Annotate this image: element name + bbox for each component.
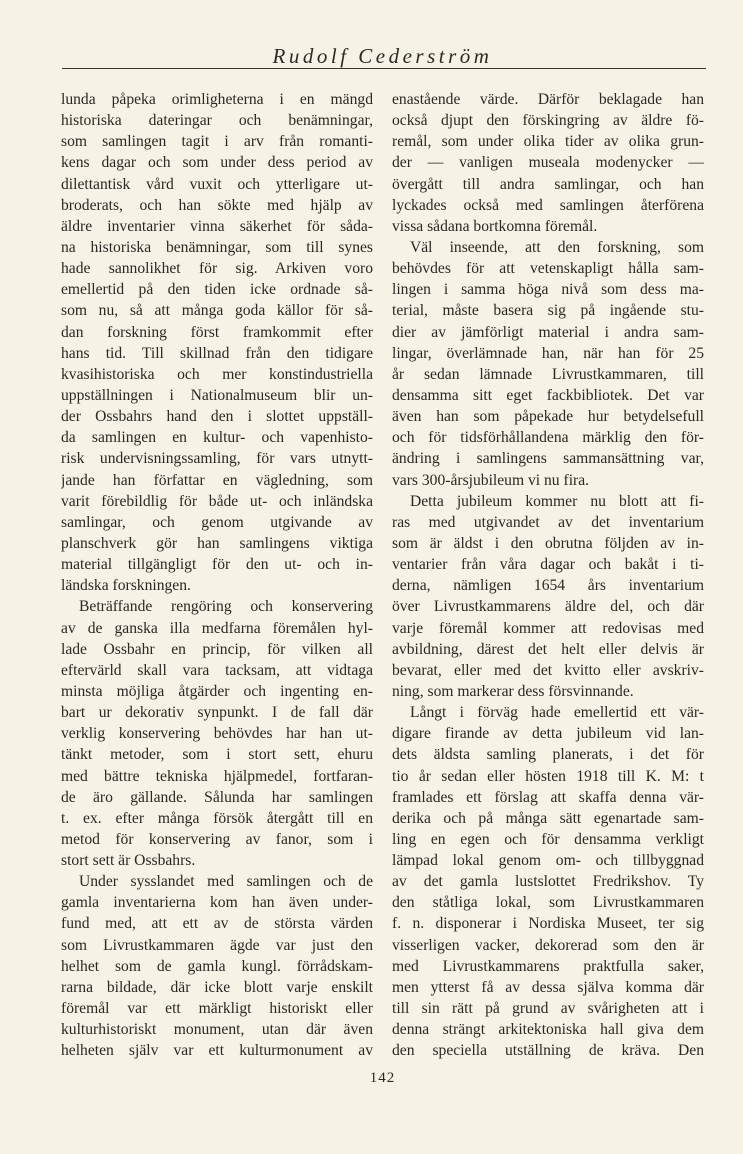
text-line: ändring i samlingens sammansättning var, bbox=[392, 450, 704, 468]
text-line: terial, måste basera sig på ingående stu- bbox=[392, 302, 704, 320]
text-line: dets äldsta samling planerats, i det för bbox=[392, 746, 704, 764]
text-line: visserligen vacker, dekorerad som den är bbox=[392, 936, 704, 954]
text-line: som är äldst i den obrutna följden av in- bbox=[392, 534, 704, 552]
running-header: Rudolf Cederström bbox=[272, 44, 493, 68]
text-line: derika och på många sätt egenartade sam- bbox=[392, 809, 704, 827]
text-line: dier av jämförligt material i andra sam- bbox=[392, 323, 704, 341]
text-line: ventarier från våra dagar och bakåt i ti- bbox=[392, 556, 704, 574]
text-line: f. n. disponerar i Nordiska Museet, ter sig bbox=[392, 915, 704, 933]
text-line: verklig konservering behövdes har han ut- bbox=[61, 725, 373, 743]
text-line: risk undervisningssamling, för vars utnytt- bbox=[61, 450, 373, 468]
text-line: dan forskning först framkommit efter bbox=[61, 323, 373, 341]
text-line: med bättre tekniska hjälpmedel, fortfaran- bbox=[61, 767, 373, 785]
text-line: och för tidsförhållandena märklig den för- bbox=[392, 429, 704, 447]
text-line: med Livrustkammarens praktfulla saker, bbox=[392, 957, 704, 975]
text-line: Beträffande rengöring och konservering bbox=[79, 598, 373, 616]
text-line: ling en egen och för densamma verkligt bbox=[392, 830, 704, 848]
text-line: metod för konservering av fanor, som i bbox=[61, 830, 373, 848]
text-line: de äro gällande. Sålunda har samlingen bbox=[61, 788, 373, 806]
text-line: men ytterst få av dessa själva komma där bbox=[392, 978, 704, 996]
text-line: derna, nämligen 1654 års inventarium bbox=[392, 577, 704, 595]
text-line: densamma sitt eget fackbibliotek. Det var bbox=[392, 386, 704, 404]
text-line: samlingar, och genom utgivande av bbox=[61, 513, 373, 531]
text-line: som samlingen tagit i arv från romanti- bbox=[61, 133, 373, 151]
text-line: na historiska benämningar, som till synes bbox=[61, 238, 373, 256]
text-line: bart ur dekorativ synpunkt. I de fall där bbox=[61, 704, 373, 722]
text-line: material tillgängligt för den ut- och in- bbox=[61, 556, 373, 574]
text-line: ras med utgivandet av det inventarium bbox=[392, 513, 704, 531]
text-line: Långt i förväg hade emellertid ett vär- bbox=[410, 704, 704, 722]
text-line: lingen i samma höga nivå som dess ma- bbox=[392, 281, 704, 299]
text-line: bevarat, eller med det kvitto eller avskriv- bbox=[392, 661, 704, 679]
text-line: dilettantisk vård vuxit och ytterligare ut- bbox=[61, 175, 373, 193]
text-line: fund med, att ett av de största värden bbox=[61, 915, 373, 933]
text-line: lunda påpeka orimligheterna i en mängd bbox=[61, 91, 373, 108]
text-line: också djupt den förskingring av äldre fö- bbox=[392, 112, 704, 130]
text-line: digare firande av detta jubileum vid lan- bbox=[392, 725, 704, 743]
text-line: kulturhistoriskt monument, utan där även bbox=[61, 1021, 373, 1039]
text-line: kens dagar och som under dess period av bbox=[61, 154, 373, 172]
text-line: minsta möjliga åtgärder och ingenting en- bbox=[61, 682, 373, 700]
text-line: år sedan lämnade Livrustkammaren, till bbox=[392, 365, 704, 383]
text-line: hans tid. Till skillnad från den tidigare bbox=[61, 344, 373, 362]
text-line: enastående värde. Därför beklagade han bbox=[392, 91, 704, 108]
right-column bbox=[392, 89, 704, 1061]
text-line: t. ex. efter många försök återgått till en bbox=[61, 809, 373, 827]
text-line: der Ossbahrs hand den i slottet uppställ- bbox=[61, 408, 373, 426]
text-line: stort sett är Ossbahrs. bbox=[61, 852, 196, 870]
text-line: da samlingen en kultur- och vapenhisto- bbox=[61, 429, 373, 447]
text-line: varit förebildlig för både ut- och inländska bbox=[61, 492, 373, 510]
text-line: även han som påpekade hur betydelsefull bbox=[392, 408, 704, 426]
text-line: Under sysslandet med samlingen och de bbox=[79, 873, 373, 891]
text-line: lingar, överlämnade han, när han för 25 bbox=[392, 344, 704, 362]
page-number: 142 bbox=[369, 1070, 396, 1086]
text-line: emellertid på den tiden icke ordnade så- bbox=[61, 281, 373, 299]
text-line: av de ganska illa medfarna föremålen hyl- bbox=[61, 619, 373, 637]
text-line: helheten själv var ett kulturmonument av bbox=[61, 1042, 373, 1060]
text-line: Detta jubileum kommer nu blott att fi- bbox=[410, 492, 704, 510]
text-line: ning, som markerar dess försvinnande. bbox=[392, 682, 634, 700]
text-line: lämpad lokal genom om- och tillbyggnad bbox=[392, 852, 704, 870]
text-line: den speciella utställning de kräva. Den bbox=[392, 1042, 704, 1060]
text-line: historiska dateringar och benämningar, bbox=[61, 112, 373, 130]
text-line: remål, som under olika tider av olika grun- bbox=[392, 133, 704, 151]
text-line: den ståtliga lokal, som Livrustkammaren bbox=[392, 894, 704, 912]
text-line: der — vanligen museala modenycker — bbox=[392, 154, 704, 172]
text-line: varje föremål kommer att redovisas med bbox=[392, 619, 704, 637]
text-line: ländska forskningen. bbox=[61, 577, 191, 595]
text-line: framlades ett förslag att skaffa denna vär- bbox=[392, 788, 704, 806]
left-column bbox=[61, 89, 373, 1061]
text-line: tio år sedan eller hösten 1918 till K. M: t bbox=[392, 767, 704, 785]
text-line: lade Ossbahr en princip, för vilken all bbox=[61, 640, 373, 658]
text-line: hade sannolikhet för sig. Arkiven voro bbox=[61, 260, 373, 278]
text-line: som nu, så att många goda källor för så- bbox=[61, 302, 373, 320]
text-line: jande han författar en vägledning, som bbox=[61, 471, 373, 489]
text-line: behövdes för att vetenskapligt hålla sam- bbox=[392, 260, 704, 278]
text-line: av det gamla lustslottet Fredrikshov. Ty bbox=[392, 873, 704, 891]
text-line: lyckades också med samlingen återförena bbox=[392, 196, 704, 214]
text-line: vars 300-årsjubileum vi nu fira. bbox=[392, 471, 590, 489]
text-line: planschverk gör han samlingens viktiga bbox=[61, 534, 373, 552]
text-line: vissa sådana bortkomna föremål. bbox=[392, 217, 598, 235]
text-line: över Livrustkammarens äldre del, och där bbox=[392, 598, 704, 616]
text-line: som Livrustkammaren ägde var just den bbox=[61, 936, 373, 954]
text-line: eftervärld skall vara tacksam, att vidtaga bbox=[61, 661, 373, 679]
text-line: helhet som de gamla kungl. förrådskam- bbox=[61, 957, 373, 975]
text-line: rarna bildade, där icke blott varje enskilt bbox=[61, 978, 373, 996]
text-line: Väl inseende, att den forskning, som bbox=[410, 238, 704, 256]
text-line: broderats, och han sökte med hjälp av bbox=[61, 196, 373, 214]
text-line: äldre inventarier vinna säkerhet för såda- bbox=[61, 217, 373, 235]
text-line: övergått till andra samlingar, och han bbox=[392, 175, 704, 193]
text-line: tänkt metoder, som i stort sett, ehuru bbox=[61, 746, 373, 764]
text-line: uppställningen i Nationalmuseum blir un- bbox=[61, 386, 373, 404]
header-rule bbox=[62, 68, 706, 69]
text-line: föremål var ett märkligt historiskt eller bbox=[61, 1000, 373, 1018]
text-line: kvasihistoriska och mer konstindustriella bbox=[61, 365, 373, 383]
text-line: gamla inventarierna kom han även under- bbox=[61, 894, 373, 912]
text-line: avbildning, därest det helt eller delvis är bbox=[392, 640, 704, 658]
text-line: till sin rätt på grund av svårigheten att i bbox=[392, 1000, 704, 1018]
text-line: denna strängt arkitektoniska hall giva dem bbox=[392, 1021, 704, 1039]
